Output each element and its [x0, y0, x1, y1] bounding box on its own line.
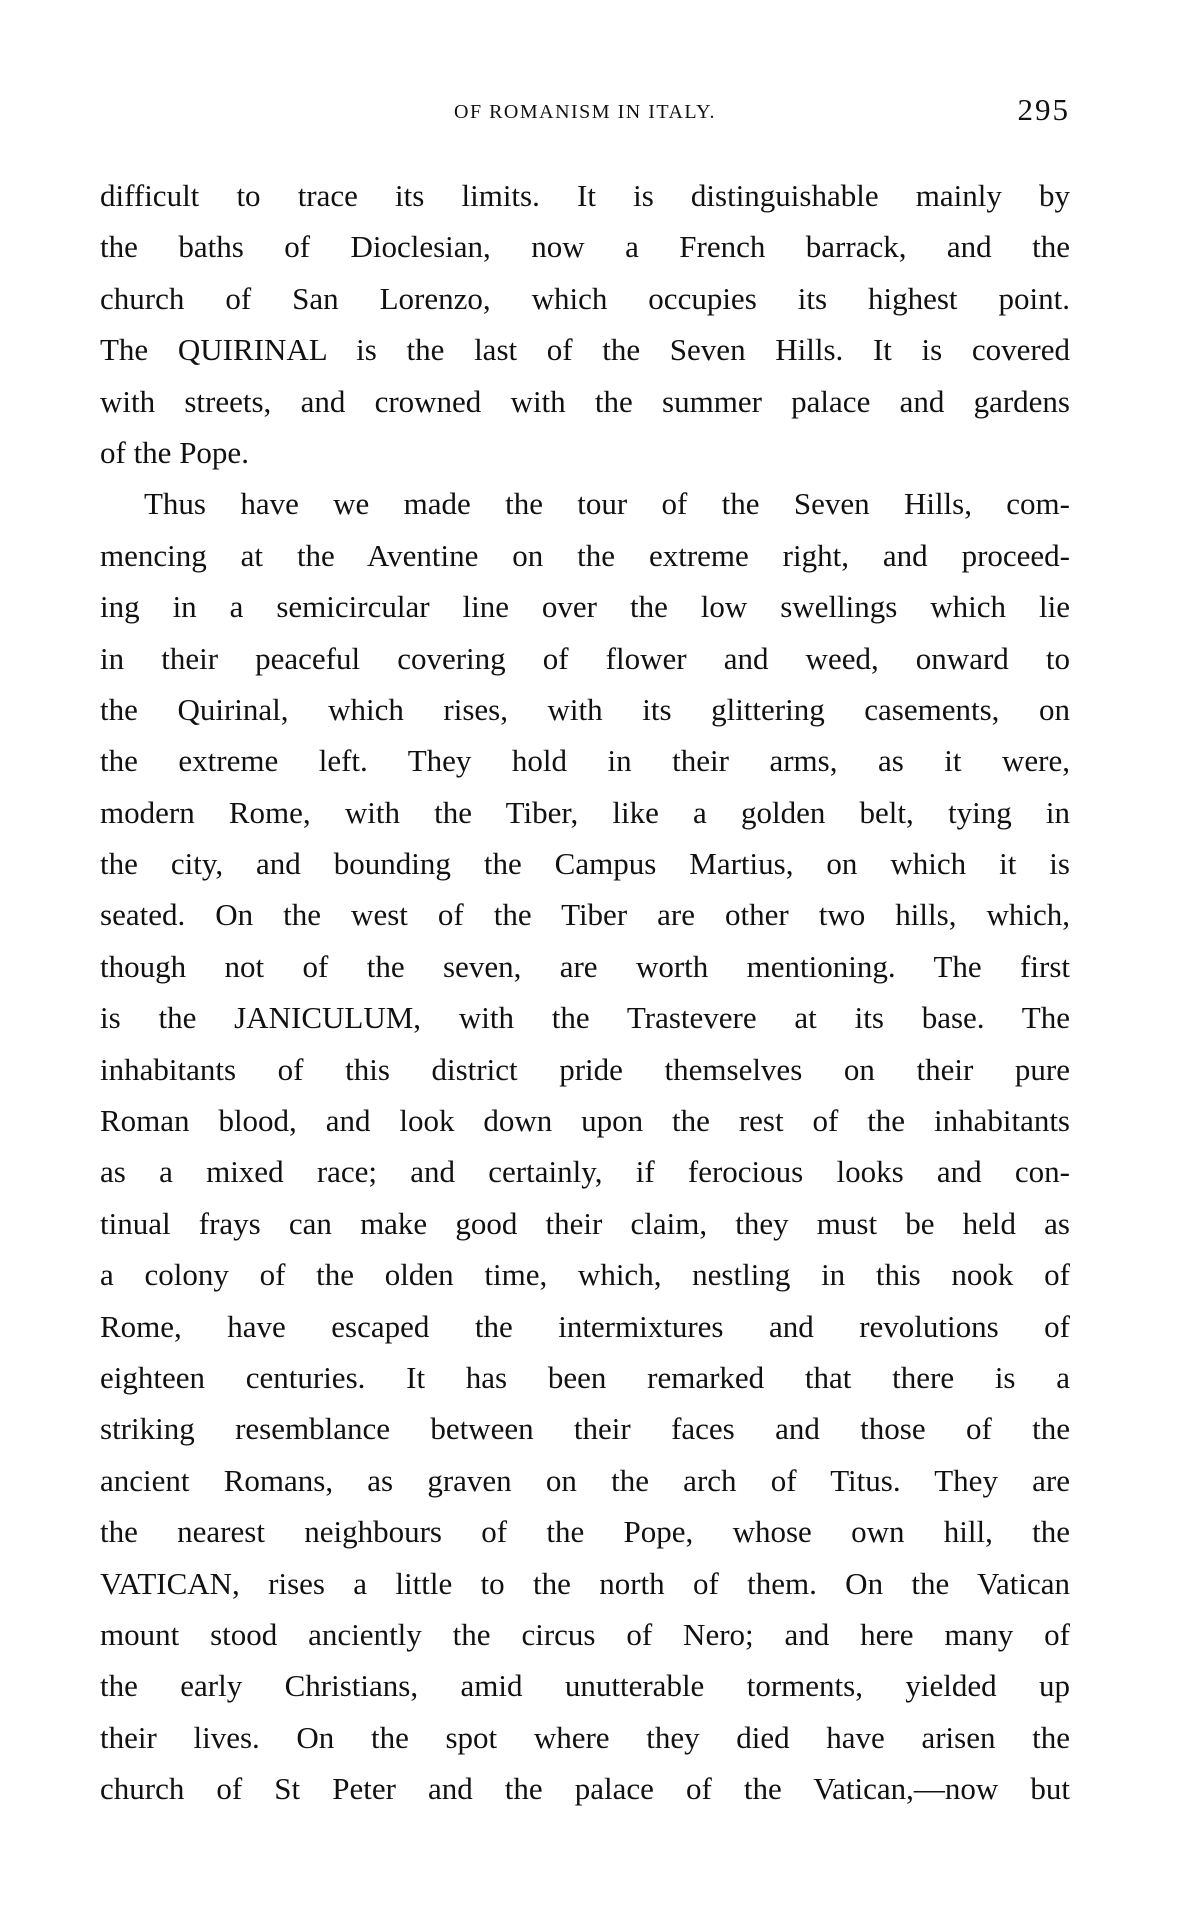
text-line: with streets, and crowned with the summer palace and gardens — [100, 383, 1070, 419]
text-line: the city, and bounding the Campus Martius, on which it is — [100, 846, 1070, 882]
text-line: Roman blood, and look down upon the rest of the inhabitants — [100, 1103, 1070, 1139]
text-line: striking resemblance between their faces and those of the — [100, 1411, 1070, 1447]
text-line: the extreme left. They hold in their arms, as it were, — [100, 743, 1070, 779]
running-title: OF ROMANISM IN ITALY. — [454, 101, 716, 123]
body-text — [100, 170, 1070, 1815]
text-line: of the Pope. — [100, 434, 249, 470]
text-line: seated. On the west of the Tiber are other two hills, which, — [100, 897, 1070, 933]
text-line: eighteen centuries. It has been remarked that there is a — [100, 1359, 1070, 1395]
text-line: VATICAN, rises a little to the north of them. On the Vatican — [100, 1565, 1070, 1601]
text-line: difficult to trace its limits. It is distinguishable mainly by — [100, 178, 1070, 213]
text-line: the baths of Dioclesian, now a French barrack, and the — [100, 229, 1070, 265]
page-number: 295 — [1017, 92, 1070, 127]
text-line: tinual frays can make good their claim, they must be held as — [100, 1205, 1070, 1241]
text-line: mount stood anciently the circus of Nero; and here many of — [100, 1616, 1070, 1652]
text-line: the Quirinal, which rises, with its glittering casements, on — [100, 691, 1070, 727]
text-line: The QUIRINAL is the last of the Seven Hills. It is covered — [100, 332, 1070, 368]
text-line: Thus have we made the tour of the Seven Hills, com- — [144, 486, 1070, 522]
text-line: mencing at the Aventine on the extreme right, and proceed- — [100, 537, 1070, 573]
text-line: a colony of the olden time, which, nestling in this nook of — [100, 1257, 1070, 1293]
text-line: as a mixed race; and certainly, if ferocious looks and con- — [100, 1154, 1070, 1190]
running-head — [100, 92, 1070, 132]
text-line: is the JANICULUM, with the Trastevere at its base. The — [100, 1000, 1070, 1036]
text-line: church of St Peter and the palace of the Vatican,—now but — [100, 1771, 1070, 1807]
text-line: their lives. On the spot where they died have arisen the — [100, 1719, 1070, 1755]
text-line: ing in a semicircular line over the low swellings which lie — [100, 589, 1070, 625]
text-line: modern Rome, with the Tiber, like a golden belt, tying in — [100, 794, 1070, 830]
text-line: ancient Romans, as graven on the arch of Titus. They are — [100, 1462, 1070, 1498]
text-line: church of San Lorenzo, which occupies its highest point. — [100, 280, 1070, 316]
text-line: the early Christians, amid unutterable torments, yielded up — [100, 1668, 1070, 1704]
text-line: though not of the seven, are worth mentioning. The first — [100, 948, 1070, 984]
text-line: the nearest neighbours of the Pope, whose own hill, the — [100, 1514, 1070, 1550]
text-line: in their peaceful covering of flower and weed, onward to — [100, 640, 1070, 676]
text-line: Rome, have escaped the intermixtures and revolutions of — [100, 1308, 1070, 1344]
text-line: inhabitants of this district pride themselves on their pure — [100, 1051, 1070, 1087]
